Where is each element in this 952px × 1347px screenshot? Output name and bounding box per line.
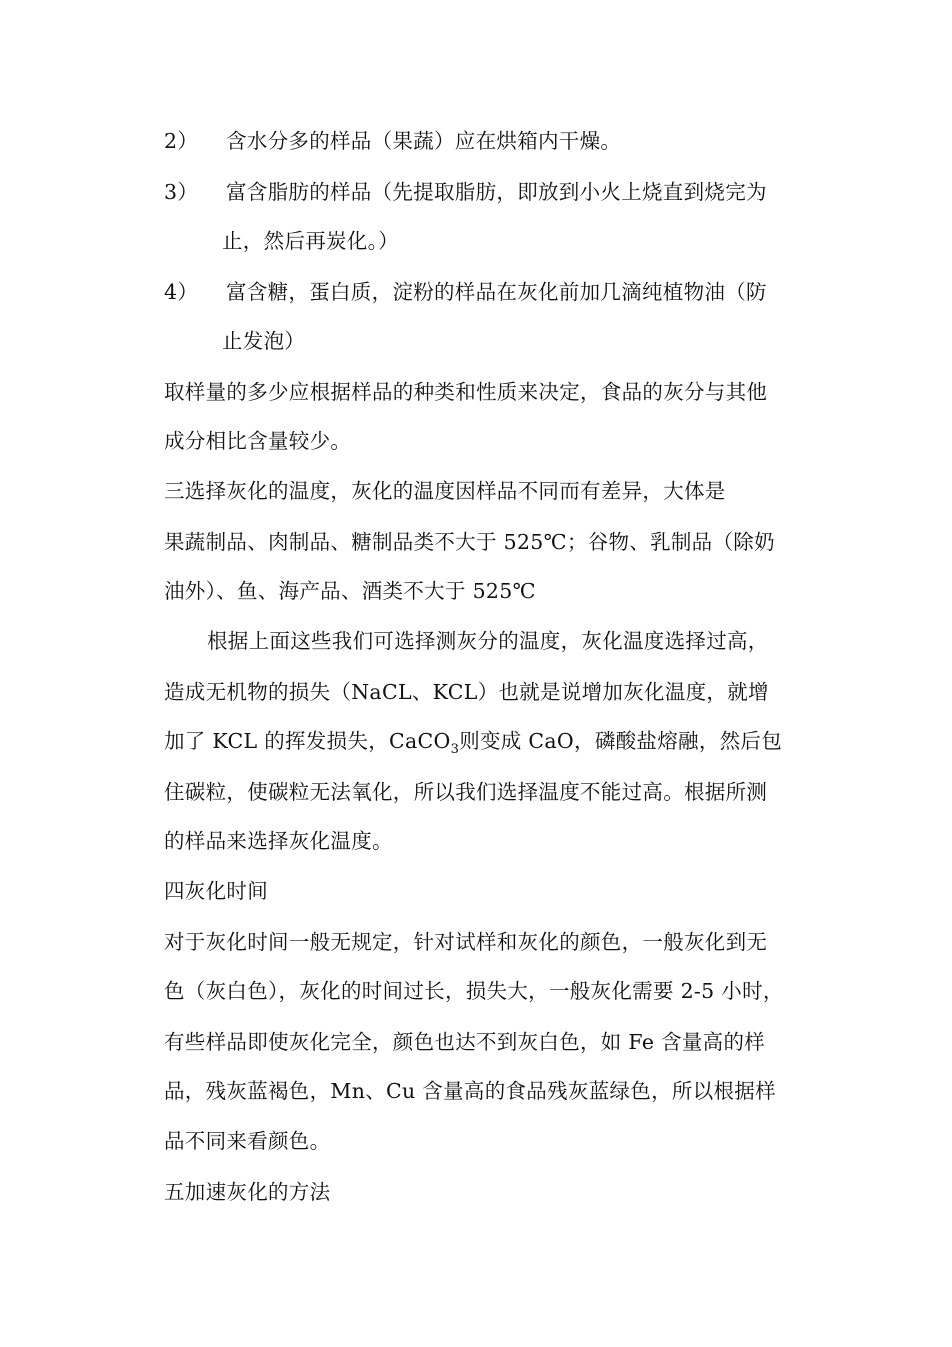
paragraph-sample-amount-line-1: 取样量的多少应根据样品的种类和性质来决定，食品的灰分与其他	[164, 380, 768, 404]
paragraph-temperature-line-4: 住碳粒，使碳粒无法氧化，所以我们选择温度不能过高。根据所测	[164, 780, 768, 804]
list-item-text: 含水分多的样品（果蔬）应在烘箱内干燥。	[226, 129, 622, 153]
list-item-4-continuation: 止发泡）	[222, 329, 306, 353]
section-4-heading: 四灰化时间	[164, 879, 268, 903]
list-number: 4）	[164, 280, 199, 304]
paragraph-temperature-line-2: 造成无机物的损失（NaCL、KCL）也就是说增加灰化温度，就增	[164, 680, 769, 704]
list-item-text: 富含糖，蛋白质，淀粉的样品在灰化前加几滴纯植物油（防	[226, 280, 767, 304]
section-3-heading: 三选择灰化的温度，灰化的温度因样品不同而有差异，大体是	[164, 479, 726, 503]
section-3-line-1: 果蔬制品、肉制品、糖制品类不大于 525℃；谷物、乳制品（除奶	[164, 530, 775, 554]
list-item-text: 富含脂肪的样品（先提取脂肪，即放到小火上烧直到烧完为	[226, 180, 767, 204]
paragraph-temperature-line-1: 根据上面这些我们可选择测灰分的温度，灰化温度选择过高，	[207, 629, 769, 653]
list-item-3-continuation: 止，然后再炭化。）	[222, 229, 399, 253]
list-item-2	[164, 129, 621, 153]
text-segment: 加了 KCL 的挥发损失，CaCO	[164, 729, 451, 753]
section-4-line-5: 品不同来看颜色。	[164, 1129, 331, 1153]
section-4-line-1: 对于灰化时间一般无规定，针对试样和灰化的颜色，一般灰化到无	[164, 930, 768, 954]
section-3-line-2: 油外）、鱼、海产品、酒类不大于 525℃	[164, 579, 536, 603]
section-4-line-2: 色（灰白色），灰化的时间过长，损失大，一般灰化需要 2-5 小时，	[164, 979, 784, 1003]
subscript-three: 3	[450, 742, 460, 758]
list-number: 2）	[164, 129, 199, 153]
paragraph-temperature-line-3	[164, 729, 783, 758]
section-5-heading: 五加速灰化的方法	[164, 1180, 331, 1204]
paragraph-temperature-line-5: 的样品来选择灰化温度。	[164, 829, 393, 853]
list-item-4	[164, 280, 767, 304]
list-number: 3）	[164, 180, 199, 204]
text-segment: 则变成 CaO，磷酸盐熔融，然后包	[459, 729, 783, 753]
paragraph-sample-amount-line-2: 成分相比含量较少。	[164, 429, 352, 453]
section-4-line-4: 品，残灰蓝褐色，Mn、Cu 含量高的食品残灰蓝绿色，所以根据样	[164, 1079, 776, 1103]
section-4-line-3: 有些样品即使灰化完全，颜色也达不到灰白色，如 Fe 含量高的样	[164, 1030, 766, 1054]
list-item-3	[164, 180, 767, 204]
